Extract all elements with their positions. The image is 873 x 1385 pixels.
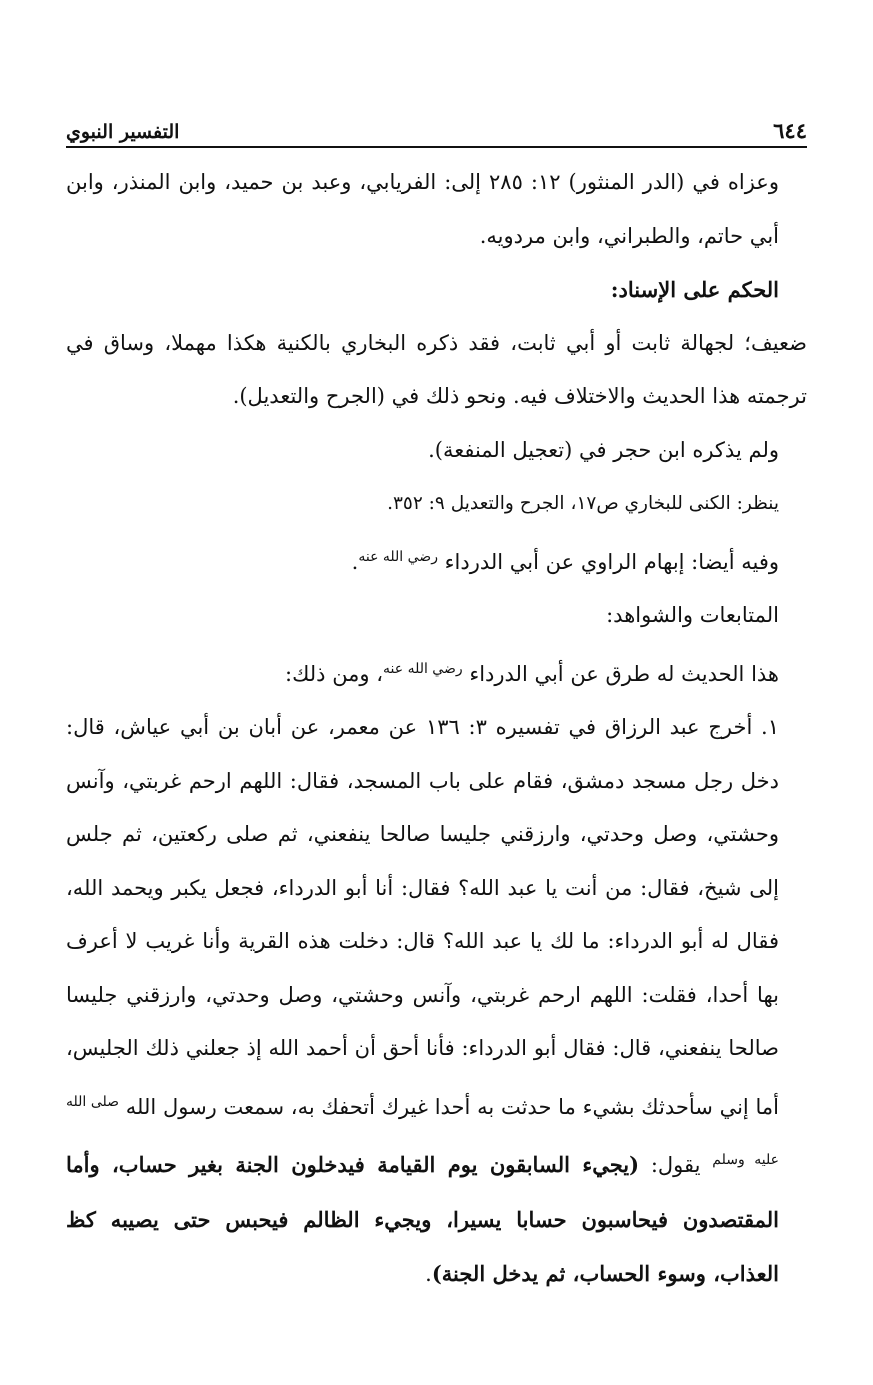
ibn-hajar-note: ولم يذكره ابن حجر في (تعجيل المنفعة).	[428, 437, 779, 462]
hadith-paragraph	[66, 701, 807, 1302]
hadith-matn: (يجيء السابقون يوم القيامة فيدخلون الجنة بغير حساب، وأما المقتصدون فيحاسبون حسابا يسيرا، ويجيء الظالم فيحبس حتى يصيبه كظ العذاب، وسوء الحساب، ثم يدخل الجنة)	[66, 1152, 779, 1286]
hadith-yaqul: يقول:	[650, 1153, 701, 1177]
radiya-honorific-icon: رضي الله عنه	[383, 660, 463, 677]
salla-honorific-icon: صلى الله عليه وسلم	[66, 1093, 779, 1168]
section-heading-isnad: الحكم على الإسناد:	[610, 277, 779, 302]
routes-intro	[66, 643, 807, 702]
page-body	[66, 156, 807, 1302]
narrator-note-end: .	[351, 549, 359, 574]
routes-intro-text: هذا الحديث له طرق عن أبي الدرداء	[469, 661, 779, 686]
radiya-honorific-icon: رضي الله عنه	[358, 548, 438, 565]
narrator-note	[66, 531, 807, 590]
attribution-paragraph: وعزاه في (الدر المنثور) ١٢: ٢٨٥ إلى: الفريابي، وعبد بن حميد، وابن المنذر، وابن أبي حاتم، والطبراني، وابن مردويه.	[66, 170, 779, 248]
book-title: التفسير النبوي	[66, 121, 180, 143]
narrator-note-text: وفيه أيضا: إبهام الراوي عن أبي الدرداء	[444, 549, 779, 574]
hadith-end: .	[425, 1262, 432, 1286]
section-heading-shawahid: المتابعات والشواهد:	[606, 603, 779, 627]
hadith-narration: ١. أخرج عبد الرزاق في تفسيره ٣: ١٣٦ عن معمر، عن أبان بن أبي عياش، قال: دخل رجل مسجد دمشق، فقام على باب المسجد، فقال: اللهم ارحم غربتي، وآنس وحشتي، وصل وحدتي، وارزقني جليسا صالحا ينفعني، ثم صلى ركعتين، ثم جلس إلى شيخ، فقال: من أنت يا عبد الله؟ فقال: أنا أبو الدرداء، فجعل يكبر ويحمد الله، فقال له أبو الدرداء: ما لك يا عبد الله؟ قال: دخلت هذه القرية وأنا غريب لا أعرف بها أحدا، فقلت: اللهم ارحم غربتي، وآنس وحشتي، وصل وحدتي، وارزقني جليسا صالحا ينفعني، قال: فقال أبو الدرداء: فأنا أحق أن أحمد الله إذ جعلني ذلك الجليس، أما إني سأحدثك بشيء ما حدثت به أحدا غيرك أتحفك به، سمعت رسول الله	[66, 715, 780, 1119]
page-number: ٦٤٤	[773, 118, 807, 143]
routes-intro-end: ، ومن ذلك:	[285, 661, 384, 686]
page-header	[66, 110, 807, 148]
ruling-paragraph: ضعيف؛ لجهالة ثابت أو أبي ثابت، فقد ذكره البخاري بالكنية هكذا مهملا، وساق في ترجمته هذا الحديث والاختلاف فيه. ونحو ذلك في (الجرح والتعديل).	[66, 330, 807, 408]
reference-note: ينظر: الكنى للبخاري ص١٧، الجرح والتعديل ٩: ٣٥٢.	[387, 493, 779, 514]
